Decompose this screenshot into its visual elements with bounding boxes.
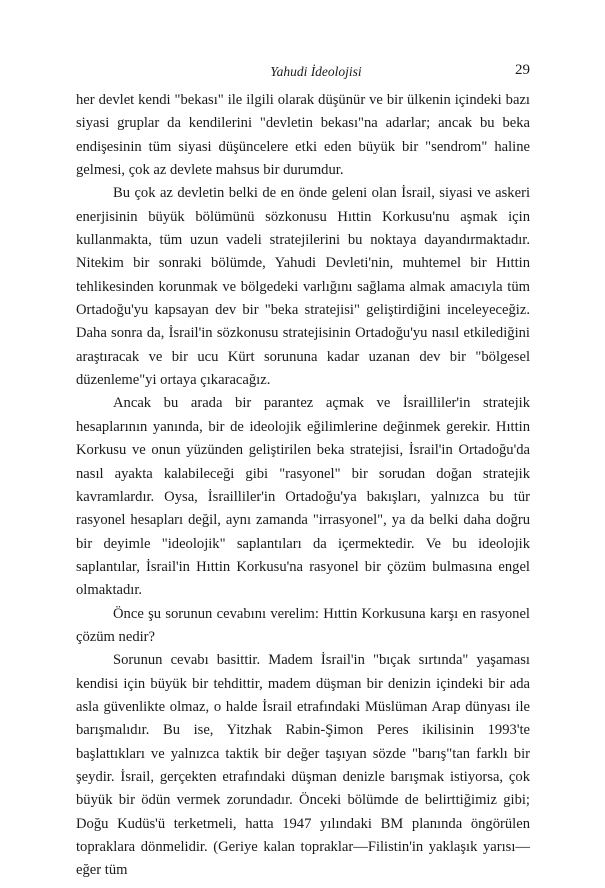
page-number: 29 <box>515 62 530 78</box>
running-header <box>76 60 530 86</box>
paragraph-answer: Sorunun cevabı basittir. Madem İsrail'in "bıçak sırtında" yaşaması kendisi için büyük bir tehdittir, madem düşman bir denizin içindeki bir ada asla güvenlikte olmaz, o halde İsrail etrafındaki Müslüman Arap dünyası ile barışmalıdır. Bu ise, Yitzhak Rabin-Şimon Peres ikilisinin 1993'te başlattıkları ve yalnızca taktik bir değer taşıyan sözde "barış"tan farklı bir şeydir. İsrail, gerçekten etrafındaki düşman denizle barışmak istiyorsa, çok büyük bir ödün vermek zorundadır. Önceki bölümde de belirttiğimiz gibi; Doğu Kudüs'ü terketmeli, hatta 1947 yılındaki BM planında öngörülen topraklara dönmelidir. (Geriye kalan topraklar—Filistin'in yaklaşık yarısı—eğer tüm <box>76 652 530 879</box>
paragraph-israel-strategy: Bu çok az devletin belki de en önde geleni olan İsrail, siyasi ve askeri enerjisinin büyük bölümünü sözkonusu Hıttin Korkusu'nu aşmak için kullanmakta, tüm uzun vadeli stratejilerini bu noktaya dayandırmaktadır. Nitekim bir sonraki bölümde, Yahudi Devleti'nin, muhtemel bir Hıttin tehlikesinden korunmak ve bölgedeki varlığını sağlama almak amacıyla tüm Ortadoğu'yu kapsayan dev bir "beka stratejisi" geliştirdiğini inceleyeceğiz. Daha sonra da, İsrail'in sözkonusu stratejisinin Ortadoğu'yu nasıl etkilediğini araştıracak ve bir ucu Kürt sorununa kadar uzanan dev bir "bölgesel düzenleme"yi ortaya çıkaracağız. <box>76 185 530 389</box>
book-page <box>76 60 530 883</box>
running-title: Yahudi İdeolojisi <box>270 64 362 79</box>
paragraph-ideological-tendencies: Ancak bu arada bir parantez açmak ve İsrailliler'in stratejik hesaplarının yanında, bir de ideolojik eğilimlerine değinmek gerekir. Hıttin Korkusu ve onun yüzünden geliştirilen beka stratejisi, İsrail'in Ortadoğu'da nasıl ayakta kalabileceği gibi "rasyonel" bir sorudan doğan stratejik kavramlardır. Oysa, İsrailliler'in Ortadoğu'ya bakışları, yalnızca bu tür rasyonel hesapları değil, aynı zamanda "irrasyonel", ya da belki daha doğru bir deyimle "ideolojik" saplantıları da içermektedir. Ve bu ideolojik saplantılar, İsrail'in Hıttin Korkusu'na rasyonel bir çözüm bulmasına engel olmaktadır. <box>76 395 530 599</box>
paragraph-question: Önce şu sorunun cevabını verelim: Hıttin Korkusuna karşı en rasyonel çözüm nedir? <box>76 605 530 645</box>
paragraph-continuation: her devlet kendi "bekası" ile ilgili olarak düşünür ve bir ülkenin içindeki bazı siyasi gruplar da kendilerini "devletin bekası"na adarlar; ancak bu beka endişesinin tüm siyasi düşüncelere etki eden büyük bir "sendrom" haline gelmesi, çok az devlete mahsus bir durumdur. <box>76 92 530 179</box>
body-text <box>76 89 530 883</box>
